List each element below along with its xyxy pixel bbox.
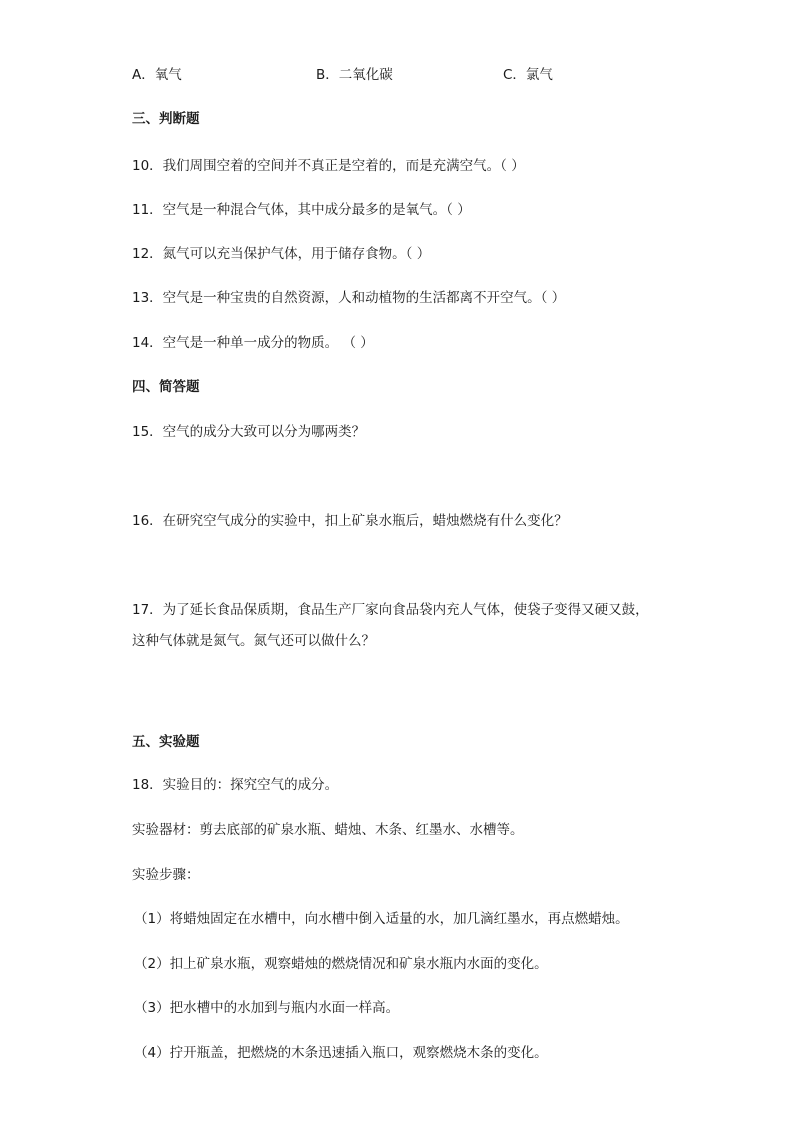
question-15: 15．空气的成分大致可以分为哪两类？ (132, 424, 366, 440)
experiment-step-4: （4）拧开瓶盖，把燃烧的木条迅速插入瓶口，观察燃烧木条的变化。 (134, 1045, 548, 1061)
question-17-line-2: 这种气体就是氮气。氮气还可以做什么？ (132, 633, 375, 649)
question-17-line-1: 17．为了延长食品保质期，食品生产厂家向食品袋内充人气体，使袋子变得又硬又鼓， (132, 602, 649, 618)
question-14: 14．空气是一种单一成分的物质。 （ ） (132, 335, 374, 351)
experiment-step-2: （2）扣上矿泉水瓶，观察蜡烛的燃烧情况和矿泉水瓶内水面的变化。 (134, 956, 548, 972)
experiment-step-1: （1）将蜡烛固定在水槽中，向水槽中倒入适量的水，加几滴红墨水，再点燃蜡烛。 (134, 911, 629, 927)
experiment-materials: 实验器材：剪去底部的矿泉水瓶、蜡烛、木条、红墨水、水槽等。 (132, 822, 524, 838)
question-13: 13．空气是一种宝贵的自然资源，人和动植物的生活都离不开空气。（ ） (132, 290, 566, 306)
section-4-title: 四、简答题 (132, 379, 200, 395)
question-10: 10．我们周围空着的空间并不真正是空着的，而是充满空气。（ ） (132, 158, 525, 174)
option-c: C．氯气 (503, 67, 553, 83)
option-a: A．氧气 (132, 67, 182, 83)
question-11: 11．空气是一种混合气体，其中成分最多的是氧气。（ ） (132, 202, 471, 218)
question-18: 18．实验目的：探究空气的成分。 (132, 777, 339, 793)
section-3-title: 三、判断题 (132, 111, 200, 127)
question-12: 12．氮气可以充当保护气体，用于储存食物。（ ） (132, 246, 431, 262)
experiment-steps-label: 实验步骤： (132, 867, 200, 883)
question-16: 16．在研究空气成分的实验中，扣上矿泉水瓶后，蜡烛燃烧有什么变化？ (132, 513, 568, 529)
experiment-step-3: （3）把水槽中的水加到与瓶内水面一样高。 (134, 1000, 400, 1016)
section-5-title: 五、实验题 (132, 734, 200, 750)
option-b: B．二氧化碳 (316, 67, 393, 83)
